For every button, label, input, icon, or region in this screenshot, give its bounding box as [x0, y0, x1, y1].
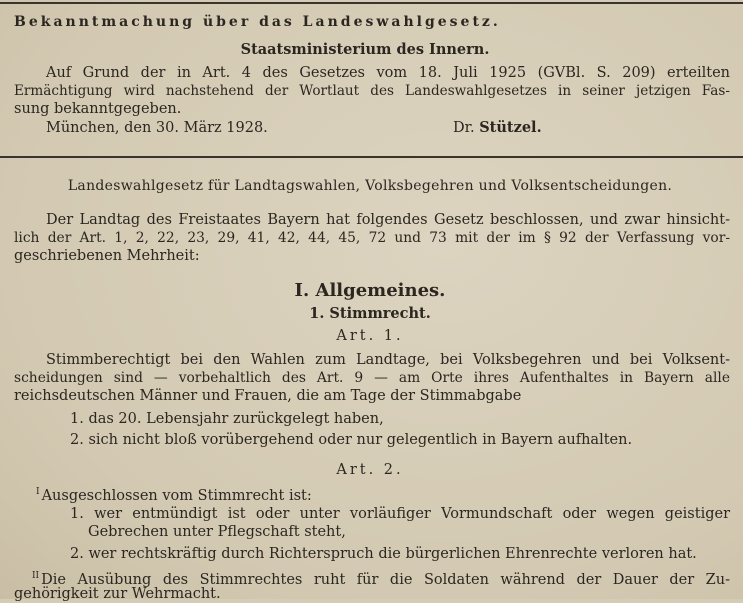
- art1-line: scheidungen sind — vorbehaltlich des Art. 9 — am Orte ihres Aufenthaltes in Bayern alle: [14, 370, 730, 386]
- announcement-line: sung bekanntgegeben.: [14, 101, 182, 117]
- art1-item: 2. sich nicht bloß vorübergehend oder nur gelegentlich in Bayern aufhalten.: [70, 432, 633, 448]
- art2-para1: [36, 483, 312, 505]
- paragraph-marker: I: [36, 487, 40, 497]
- top-divider: [0, 2, 743, 4]
- preamble-line: Der Landtag des Freistaates Bayern hat folgendes Gesetz beschlossen, und zwar hinsicht-: [46, 212, 730, 228]
- art1-heading: Art. 1.: [336, 328, 404, 344]
- ministry-heading: Staatsministerium des Innern.: [240, 41, 490, 58]
- announcement-line: Auf Grund der in Art. 4 des Gesetzes vom 18. Juli 1925 (GVBl. S. 209) erteilten: [46, 65, 730, 81]
- art1-item: 1. das 20. Lebensjahr zurückgelegt haben,: [70, 411, 384, 427]
- announcement-line: Ermächtigung wird nachstehend der Wortlaut des Landeswahlgesetzes in seiner jetzigen Fas-: [14, 83, 730, 99]
- signature: [453, 119, 542, 137]
- art2-item1-line: 1. wer entmündigt ist oder unter vorläufiger Vormundschaft oder wegen geistiger: [70, 506, 730, 522]
- art2-para1-text: Ausgeschlossen vom Stimmrecht ist:: [41, 487, 312, 504]
- art2-item1-line: Gebrechen unter Pflegschaft steht,: [88, 524, 346, 540]
- section-divider: [0, 156, 743, 158]
- art1-line: Stimmberechtigt bei den Wahlen zum Landtage, bei Volksbegehren und bei Volksent-: [46, 352, 730, 368]
- paragraph-marker: II: [32, 571, 40, 581]
- announcement-title: Bekanntmachung über das Landeswahlgesetz.: [14, 14, 501, 30]
- law-title: Landeswahlgesetz für Landtagswahlen, Volksbegehren und Volksentscheidungen.: [67, 178, 673, 194]
- art2-item2: 2. wer rechtskräftig durch Richterspruch die bürgerlichen Ehrenrechte verloren hat.: [70, 546, 697, 562]
- signature-prefix: Dr.: [453, 120, 475, 136]
- section-heading: 1. Stimmrecht.: [309, 305, 431, 322]
- signature-name: Stützel.: [479, 119, 542, 136]
- place-date: München, den 30. März 1928.: [46, 120, 268, 136]
- art2-para2-text: Die Ausübung des Stimmrechtes ruht für die Soldaten während der Dauer der Zu-: [41, 571, 730, 588]
- preamble-line: geschriebenen Mehrheit:: [14, 248, 200, 264]
- part-heading: I. Allgemeines.: [294, 280, 446, 301]
- preamble-line: lich der Art. 1, 2, 22, 23, 29, 41, 42, 44, 45, 72 und 73 mit der im § 92 der Verfassung vor-: [14, 230, 730, 246]
- art2-heading: Art. 2.: [336, 462, 404, 478]
- art1-line: reichsdeutschen Männer und Frauen, die am Tage der Stimmabgabe: [14, 388, 522, 404]
- art2-para2-line: gehörigkeit zur Wehrmacht.: [14, 586, 221, 602]
